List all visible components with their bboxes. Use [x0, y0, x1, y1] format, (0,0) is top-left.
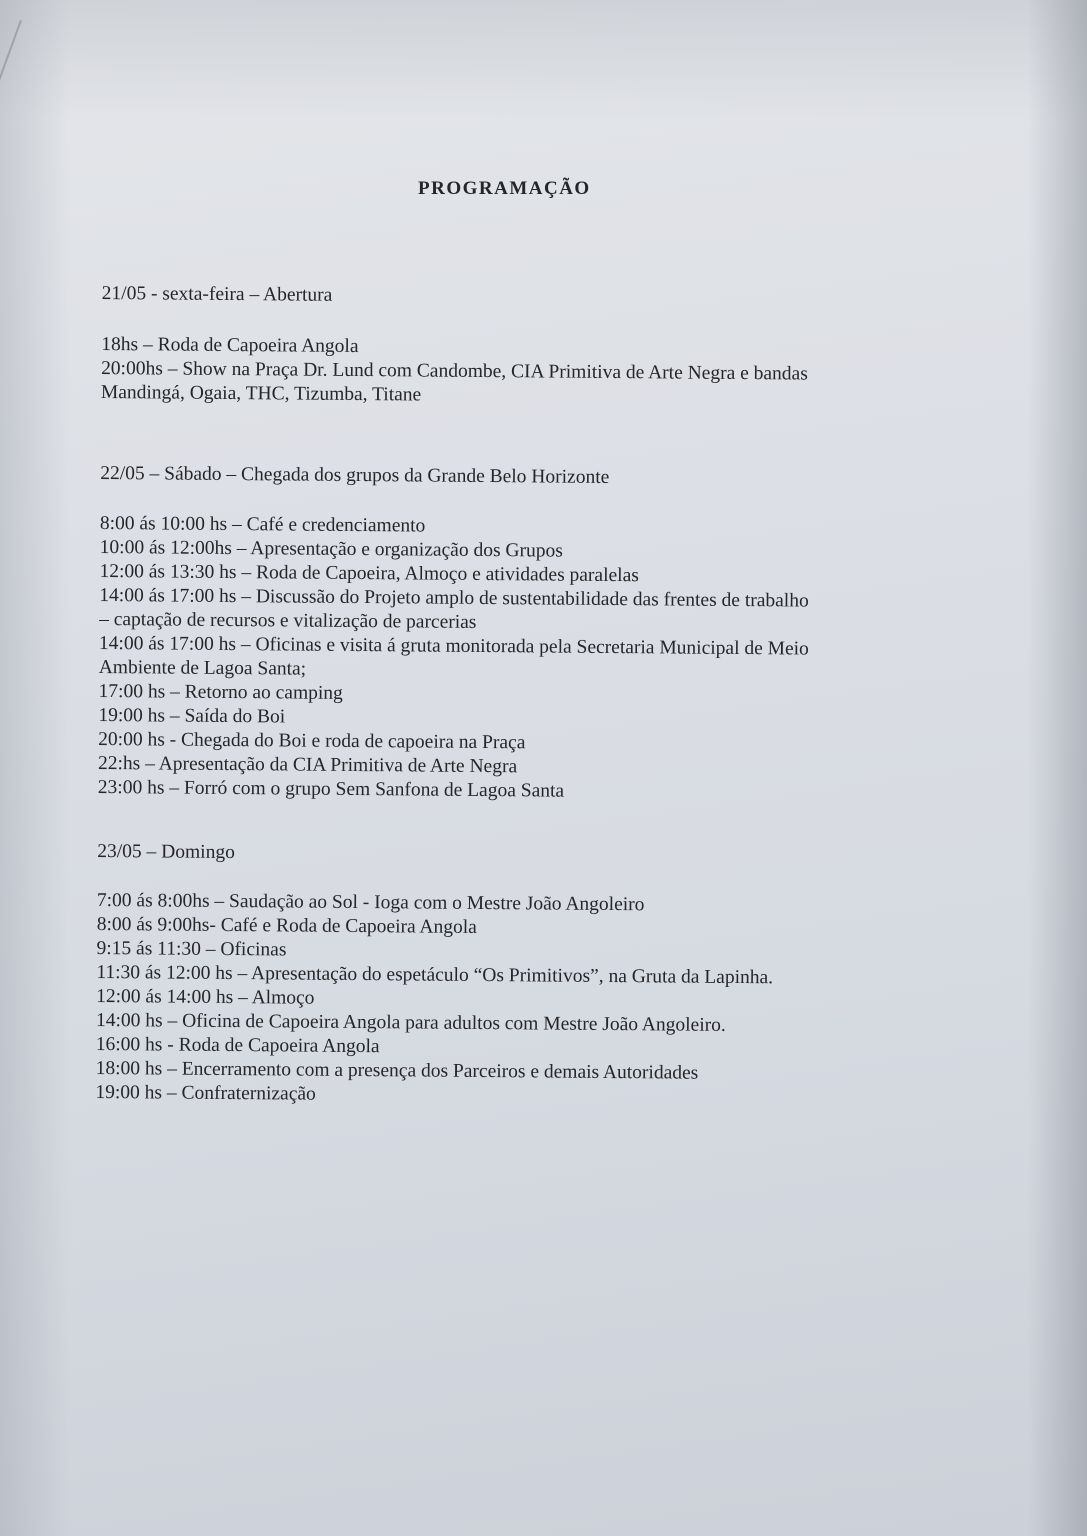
day3-item: 19:00 hs – Confraternização	[95, 1081, 316, 1105]
day3-item: 8:00 ás 9:00hs- Café e Roda de Capoeira Angola	[96, 913, 477, 938]
left-shadow	[0, 0, 70, 1536]
day2-item: 17:00 hs – Retorno ao camping	[98, 680, 343, 704]
day3-item: 12:00 ás 14:00 hs – Almoço	[96, 985, 315, 1009]
page-title: PROGRAMAÇÃO	[418, 178, 591, 199]
top-shadow	[0, 0, 1087, 120]
day3-item: 16:00 hs - Roda de Capoeira Angola	[95, 1033, 380, 1058]
day3-item: 18:00 hs – Encerramento com a presença dos Parceiros e demais Autoridades	[95, 1057, 699, 1084]
day2-item: 10:00 ás 12:00hs – Apresentação e organização dos Grupos	[99, 536, 563, 562]
day3-item: 11:30 ás 12:00 hs – Apresentação do espetáculo “Os Primitivos”, na Gruta da Lapinha.	[96, 961, 774, 989]
day2-item: 14:00 ás 17:00 hs – Discussão do Projeto amplo de sustentabilidade das frentes de trabalho	[99, 584, 809, 612]
day2-item: Ambiente de Lagoa Santa;	[98, 656, 307, 680]
day3-heading: 23/05 – Domingo	[97, 840, 235, 864]
day2-item: 12:00 ás 13:30 hs – Roda de Capoeira, Almoço e atividades paralelas	[99, 560, 639, 587]
day3-item: 7:00 ás 8:00hs – Saudação ao Sol - Ioga com o Mestre João Angoleiro	[96, 889, 645, 916]
day2-item: 19:00 hs – Saída do Boi	[98, 704, 286, 728]
day1-item: Mandingá, Ogaia, THC, Tizumba, Titane	[100, 381, 422, 406]
day2-item: 20:00 hs - Chegada do Boi e roda de capoeira na Praça	[98, 728, 526, 754]
day1-item: 18hs – Roda de Capoeira Angola	[101, 333, 359, 358]
day1-heading: 21/05 - sexta-feira – Abertura	[101, 282, 333, 306]
day2-item: 8:00 ás 10:00 hs – Café e credenciamento	[99, 512, 426, 537]
day3-item: 14:00 hs – Oficina de Capoeira Angola para adultos com Mestre João Angoleiro.	[95, 1009, 726, 1036]
right-shadow	[1027, 0, 1087, 1536]
day3-item: 9:15 ás 11:30 – Oficinas	[96, 937, 287, 961]
day2-heading: 22/05 – Sábado – Chegada dos grupos da Grande Belo Horizonte	[100, 462, 610, 488]
day2-item: 23:00 hs – Forró com o grupo Sem Sanfona de Lagoa Santa	[97, 776, 565, 802]
day2-item: – captação de recursos e vitalização de parcerias	[99, 608, 477, 633]
day2-item: 14:00 ás 17:00 hs – Oficinas e visita á gruta monitorada pela Secretaria Municipal de Meio	[98, 632, 809, 660]
day2-item: 22:hs – Apresentação da CIA Primitiva de Arte Negra	[97, 752, 518, 778]
day1-item: 20:00hs – Show na Praça Dr. Lund com Candombe, CIA Primitiva de Arte Negra e bandas	[101, 357, 808, 385]
